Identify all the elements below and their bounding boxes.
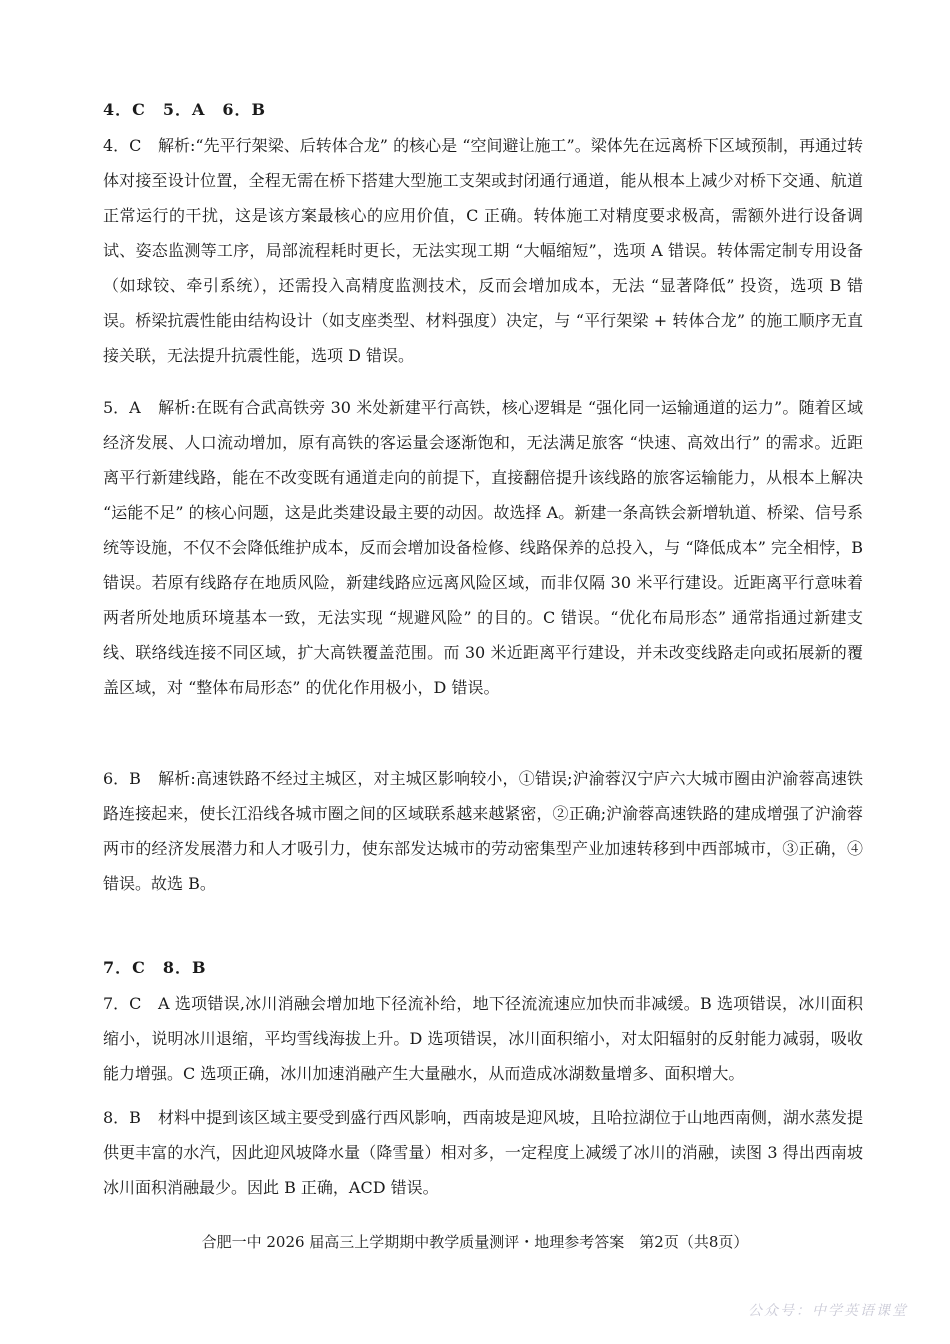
answer-text: 解析:在既有合武高铁旁 30 米处新建平行高铁，核心逻辑是 “强化同一运输通道的运力”。随着区域经济发展、人口流动增加，原有高铁的客运量会逐渐饱和，无法满足旅客 “快速、高效出行” 的需求。近距离平行新建线路，能在不改变既有通道走向的前提下，直接翻倍提升该线路的旅客运输能力，从根本上解决 “运能不足” 的核心问题，这是此类建设最主要的动因。故选择 A。新建一条高铁会新增轨道、桥梁、信号系统等设施，不仅不会降低维护成本，反而会增加设备检修、线路保养的总投入，与 “降低成本” 完全相悖，B 错误。若原有线路存在地质风险，新建线路应远离风险区域，而非仅隔 30 米平行建设。近距离平行意味着两者所处地质环境基本一致，无法实现 “规避风险” 的目的。C 错误。“优化布局形态” 通常指通过新建支线、联络线连接不同区域，扩大高铁覆盖范围。而 30 米近距离平行建设，并未改变线路走向或拓展新的覆盖区域，对 “整体布局形态” 的优化作用极小，D 错误。 (103, 398, 863, 697)
answer-4 (103, 128, 863, 373)
watermark: 公众号：中学英语课堂 (748, 1303, 908, 1319)
answer-number: 5．A (103, 398, 141, 417)
section-1-heading: 4．C 5．A 6．B (103, 100, 267, 119)
answer-6 (103, 761, 863, 901)
answer-7 (103, 986, 863, 1091)
answer-number: 8．B (103, 1108, 141, 1127)
answer-text: 解析:高速铁路不经过主城区，对主城区影响较小，①错误;沪渝蓉汉宁庐六大城市圈由沪渝蓉高速铁路连接起来，使长江沿线各城市圈之间的区域联系越来越紧密，②正确;沪渝蓉高速铁路的建成增强了沪渝蓉两市的经济发展潜力和人才吸引力，使东部发达城市的劳动密集型产业加速转移到中西部城市，③正确，④错误。故选 B。 (103, 769, 863, 893)
answer-text: 材料中提到该区域主要受到盛行西风影响，西南坡是迎风坡，且哈拉湖位于山地西南侧，湖水蒸发提供更丰富的水汽，因此迎风坡降水量（降雪量）相对多，一定程度上减缓了冰川的消融，读图 3 得出西南坡冰川面积消融最少。因此 B 正确，ACD 错误。 (103, 1108, 863, 1197)
answer-5 (103, 390, 863, 705)
answer-text: 解析:“先平行架梁、后转体合龙” 的核心是 “空间避让施工”。梁体先在远离桥下区域预制，再通过转体对接至设计位置，全程无需在桥下搭建大型施工支架或封闭通行通道，能从根本上减少对桥下交通、航道正常运行的干扰，这是该方案最核心的应用价值，C 正确。转体施工对精度要求极高，需额外进行设备调试、姿态监测等工序，局部流程耗时更长，无法实现工期 “大幅缩短”，选项 A 错误。转体需定制专用设备（如球铰、牵引系统），还需投入高精度监测技术，反而会增加成本，无法 “显著降低” 投资，选项 B 错误。桥梁抗震性能由结构设计（如支座类型、材料强度）决定，与 “平行架梁 + 转体合龙” 的施工顺序无直接关联，无法提升抗震性能，选项 D 错误。 (103, 136, 863, 365)
answer-8 (103, 1100, 863, 1205)
section-2-heading: 7．C 8．B (103, 958, 207, 977)
page-footer: 合肥一中 2026 届高三上学期期中教学质量测评・地理参考答案 第2页（共8页） (201, 1233, 749, 1251)
answer-number: 6．B (103, 769, 141, 788)
answer-text: A 选项错误,冰川消融会增加地下径流补给，地下径流流速应加快而非减缓。B 选项错误，冰川面积缩小，说明冰川退缩，平均雪线海拔上升。D 选项错误，冰川面积缩小，对太阳辐射的反射能力减弱，吸收能力增强。C 选项正确，冰川加速消融产生大量融水，从而造成冰湖数量增多、面积增大。 (103, 994, 863, 1083)
answer-number: 4．C (103, 136, 142, 155)
answer-number: 7．C (103, 994, 142, 1013)
